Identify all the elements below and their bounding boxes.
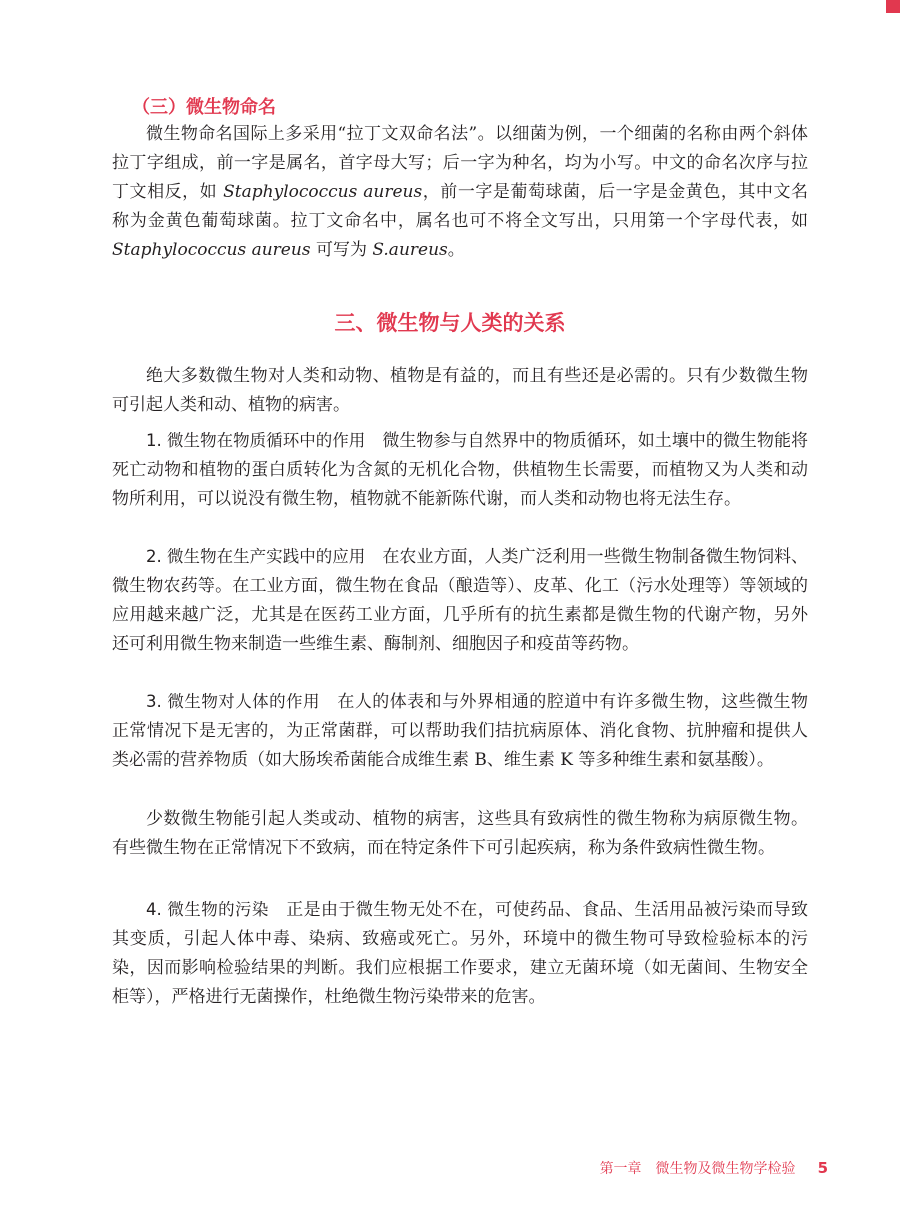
- item-3-paragraph: [112, 687, 808, 775]
- item-2-paragraph: [112, 542, 808, 659]
- item-1-title: 1. 微生物在物质循环中的作用: [146, 431, 366, 450]
- page-number: 5: [817, 1159, 828, 1177]
- page-footer: [600, 1158, 828, 1179]
- item-3-text: 在人的体表和与外界相通的腔道中有许多微生物，这些微生物正常情况下是无害的，为正常菌群，可以帮助我们拮抗病原体、消化食物、抗肿瘤和提供人类必需的营养物质（如大肠埃希菌能合成维生素 B、维生素 K 等多种维生素和氨基酸）。: [112, 692, 808, 770]
- naming-subheading: （三）微生物命名: [132, 97, 276, 118]
- item-1-text: 微生物参与自然界中的物质循环，如土壤中的微生物能将死亡动物和植物的蛋白质转化为含氮的无机化合物，供植物生长需要，而植物又为人类和动物所利用，可以说没有微生物，植物就不能新陈代谢，而人类和动物也将无法生存。: [112, 431, 809, 509]
- item-4-title: 4. 微生物的污染: [146, 900, 269, 919]
- intro-paragraph: 绝大多数微生物对人类和动物、植物是有益的，而且有些还是必需的。只有少数微生物可引起人类和动、植物的病害。: [112, 366, 808, 415]
- footer-chapter-title: 第一章 微生物及微生物学检验: [599, 1161, 796, 1177]
- species-name-italic: Staphylococcus aureus: [223, 182, 423, 202]
- species-abbreviation-italic: S.aureus: [372, 240, 448, 260]
- item-4-text: 正是由于微生物无处不在，可使药品、食品、生活用品被污染而导致其变质，引起人体中毒、染病、致癌或死亡。另外，环境中的微生物可导致检验标本的污染，因而影响检验结果的判断。我们应根据工作要求，建立无菌环境（如无菌间、生物安全柜等），严格进行无菌操作，杜绝微生物污染带来的危害。: [112, 900, 808, 1007]
- item-4-paragraph: [112, 895, 808, 1012]
- naming-paragraph: 微生物命名国际上多采用“拉丁文双命名法”。以细菌为例，一个细菌的名称由两个斜体拉丁字组成，前一字是属名，首字母大写；后一字为种名，均为小写。中文的命名次序与拉丁文相反，如 Staphylococcus aureus，前一字是葡萄球菌，后一字是金黄色，其中文名称为金黄色葡萄球菌。拉丁文命名中，属名也可不将全文写出，只用第一个字母代表，如 Staphylococcus aureus 可写为 S.aureus。: [112, 124, 809, 260]
- pathogen-paragraph: 少数微生物能引起人类或动、植物的病害，这些具有致病性的微生物称为病原微生物。有些微生物在正常情况下不致病，而在特定条件下可引起疾病，称为条件致病性微生物。: [112, 809, 808, 858]
- species-name-italic-2: Staphylococcus aureus: [112, 240, 311, 260]
- item-2-title: 2. 微生物在生产实践中的应用: [146, 547, 366, 566]
- corner-color-mark: [886, 0, 900, 13]
- item-2-text: 在农业方面，人类广泛利用一些微生物制备微生物饲料、微生物农药等。在工业方面，微生物在食品（酿造等）、皮革、化工（污水处理等）等领域的应用越来越广泛，尤其是在医药工业方面，几乎所有的抗生素都是微生物的代谢产物，另外还可利用微生物来制造一些维生素、酶制剂、细胞因子和疫苗等药物。: [112, 547, 809, 654]
- section-title: 三、微生物与人类的关系: [334, 311, 566, 335]
- item-3-title: 3. 微生物对人体的作用: [146, 692, 320, 711]
- item-1-paragraph: [112, 426, 808, 514]
